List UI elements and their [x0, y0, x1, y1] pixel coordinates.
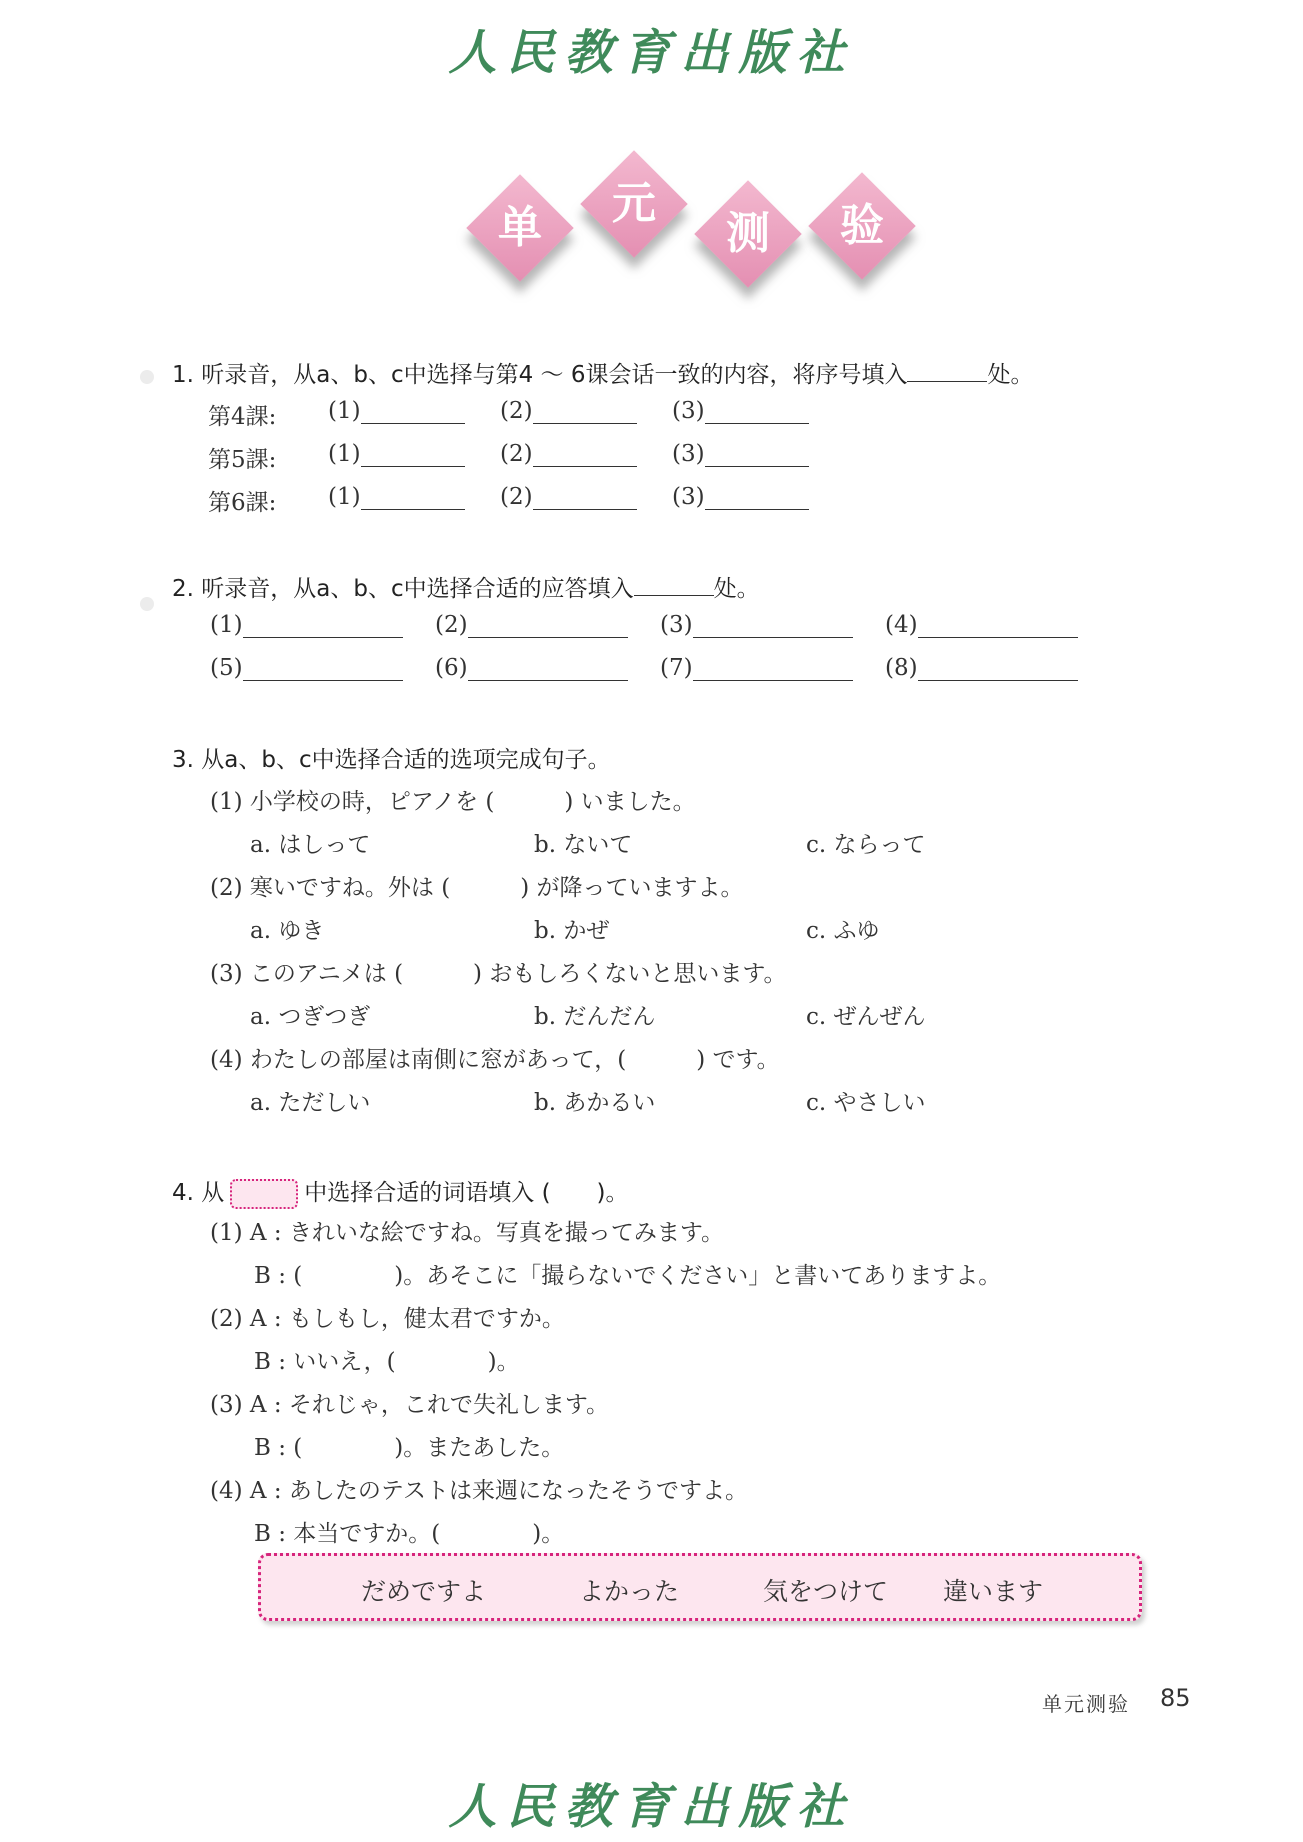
q4-dialog-2-b: B : いいえ，( )。: [254, 1349, 520, 1375]
word-bank-item: 違います: [943, 1577, 1044, 1606]
q4-dialog-2-a: (2) A : もしもし，健太君ですか。: [210, 1306, 565, 1332]
word-bank-item: よかった: [579, 1577, 680, 1606]
unit-test-title: [450, 150, 930, 290]
question-1-heading: 1. 听录音，从a、b、c中选择与第4 ～ 6课会话一致的内容，将序号填入 处。: [172, 362, 1034, 388]
word-bank: [258, 1553, 1142, 1621]
title-diamond-2: 元: [580, 150, 688, 258]
q3-item-3: (3) このアニメは ( ) おもしろくないと思います。: [210, 961, 787, 987]
q4-dialog-3-b: B : ( )。またあした。: [254, 1435, 565, 1461]
q4-dialog-1-a: (1) A : きれいな絵ですね。写真を撮ってみます。: [210, 1220, 725, 1246]
title-diamond-4: 验: [808, 172, 916, 280]
q4-dialog-4-a: (4) A : あしたのテストは来週になったそうですよ。: [210, 1478, 748, 1504]
page-number: 85: [1160, 1684, 1191, 1712]
q4-dialog-1-b: B : ( )。あそこに「撮らないでください」と書いてありますよ。: [254, 1263, 1002, 1289]
decorative-dot: [140, 370, 154, 384]
q3-item-4: (4) わたしの部屋は南側に窓があって，( ) です。: [210, 1047, 780, 1073]
q3-item-1: (1) 小学校の時，ピアノを ( ) いました。: [210, 789, 696, 815]
q4-dialog-3-a: (3) A : それじゃ，これで失礼します。: [210, 1392, 610, 1418]
question-3-heading: 3. 从a、b、c中选择合适的选项完成句子。: [172, 747, 611, 773]
footer-section-label: 单元测验: [1042, 1692, 1130, 1716]
title-diamond-1: 单: [466, 174, 574, 282]
decorative-dot: [140, 597, 154, 611]
word-box-marker: [230, 1179, 298, 1209]
title-diamond-3: 测: [694, 180, 802, 288]
word-bank-item: 気をつけて: [763, 1577, 889, 1606]
word-bank-item: だめですよ: [361, 1577, 487, 1606]
publisher-logo-top: 人民教育出版社: [448, 25, 855, 81]
question-2-heading: 2. 听录音，从a、b、c中选择合适的应答填入 处。: [172, 576, 760, 602]
q4-dialog-4-b: B : 本当ですか。( )。: [254, 1521, 565, 1547]
question-4-heading: 4. 从 中选择合适的词语填入 ( )。: [172, 1174, 629, 1209]
publisher-logo-bottom: 人民教育出版社: [448, 1779, 855, 1835]
q3-item-2: (2) 寒いですね。外は ( ) が降っていますよ。: [210, 875, 744, 901]
